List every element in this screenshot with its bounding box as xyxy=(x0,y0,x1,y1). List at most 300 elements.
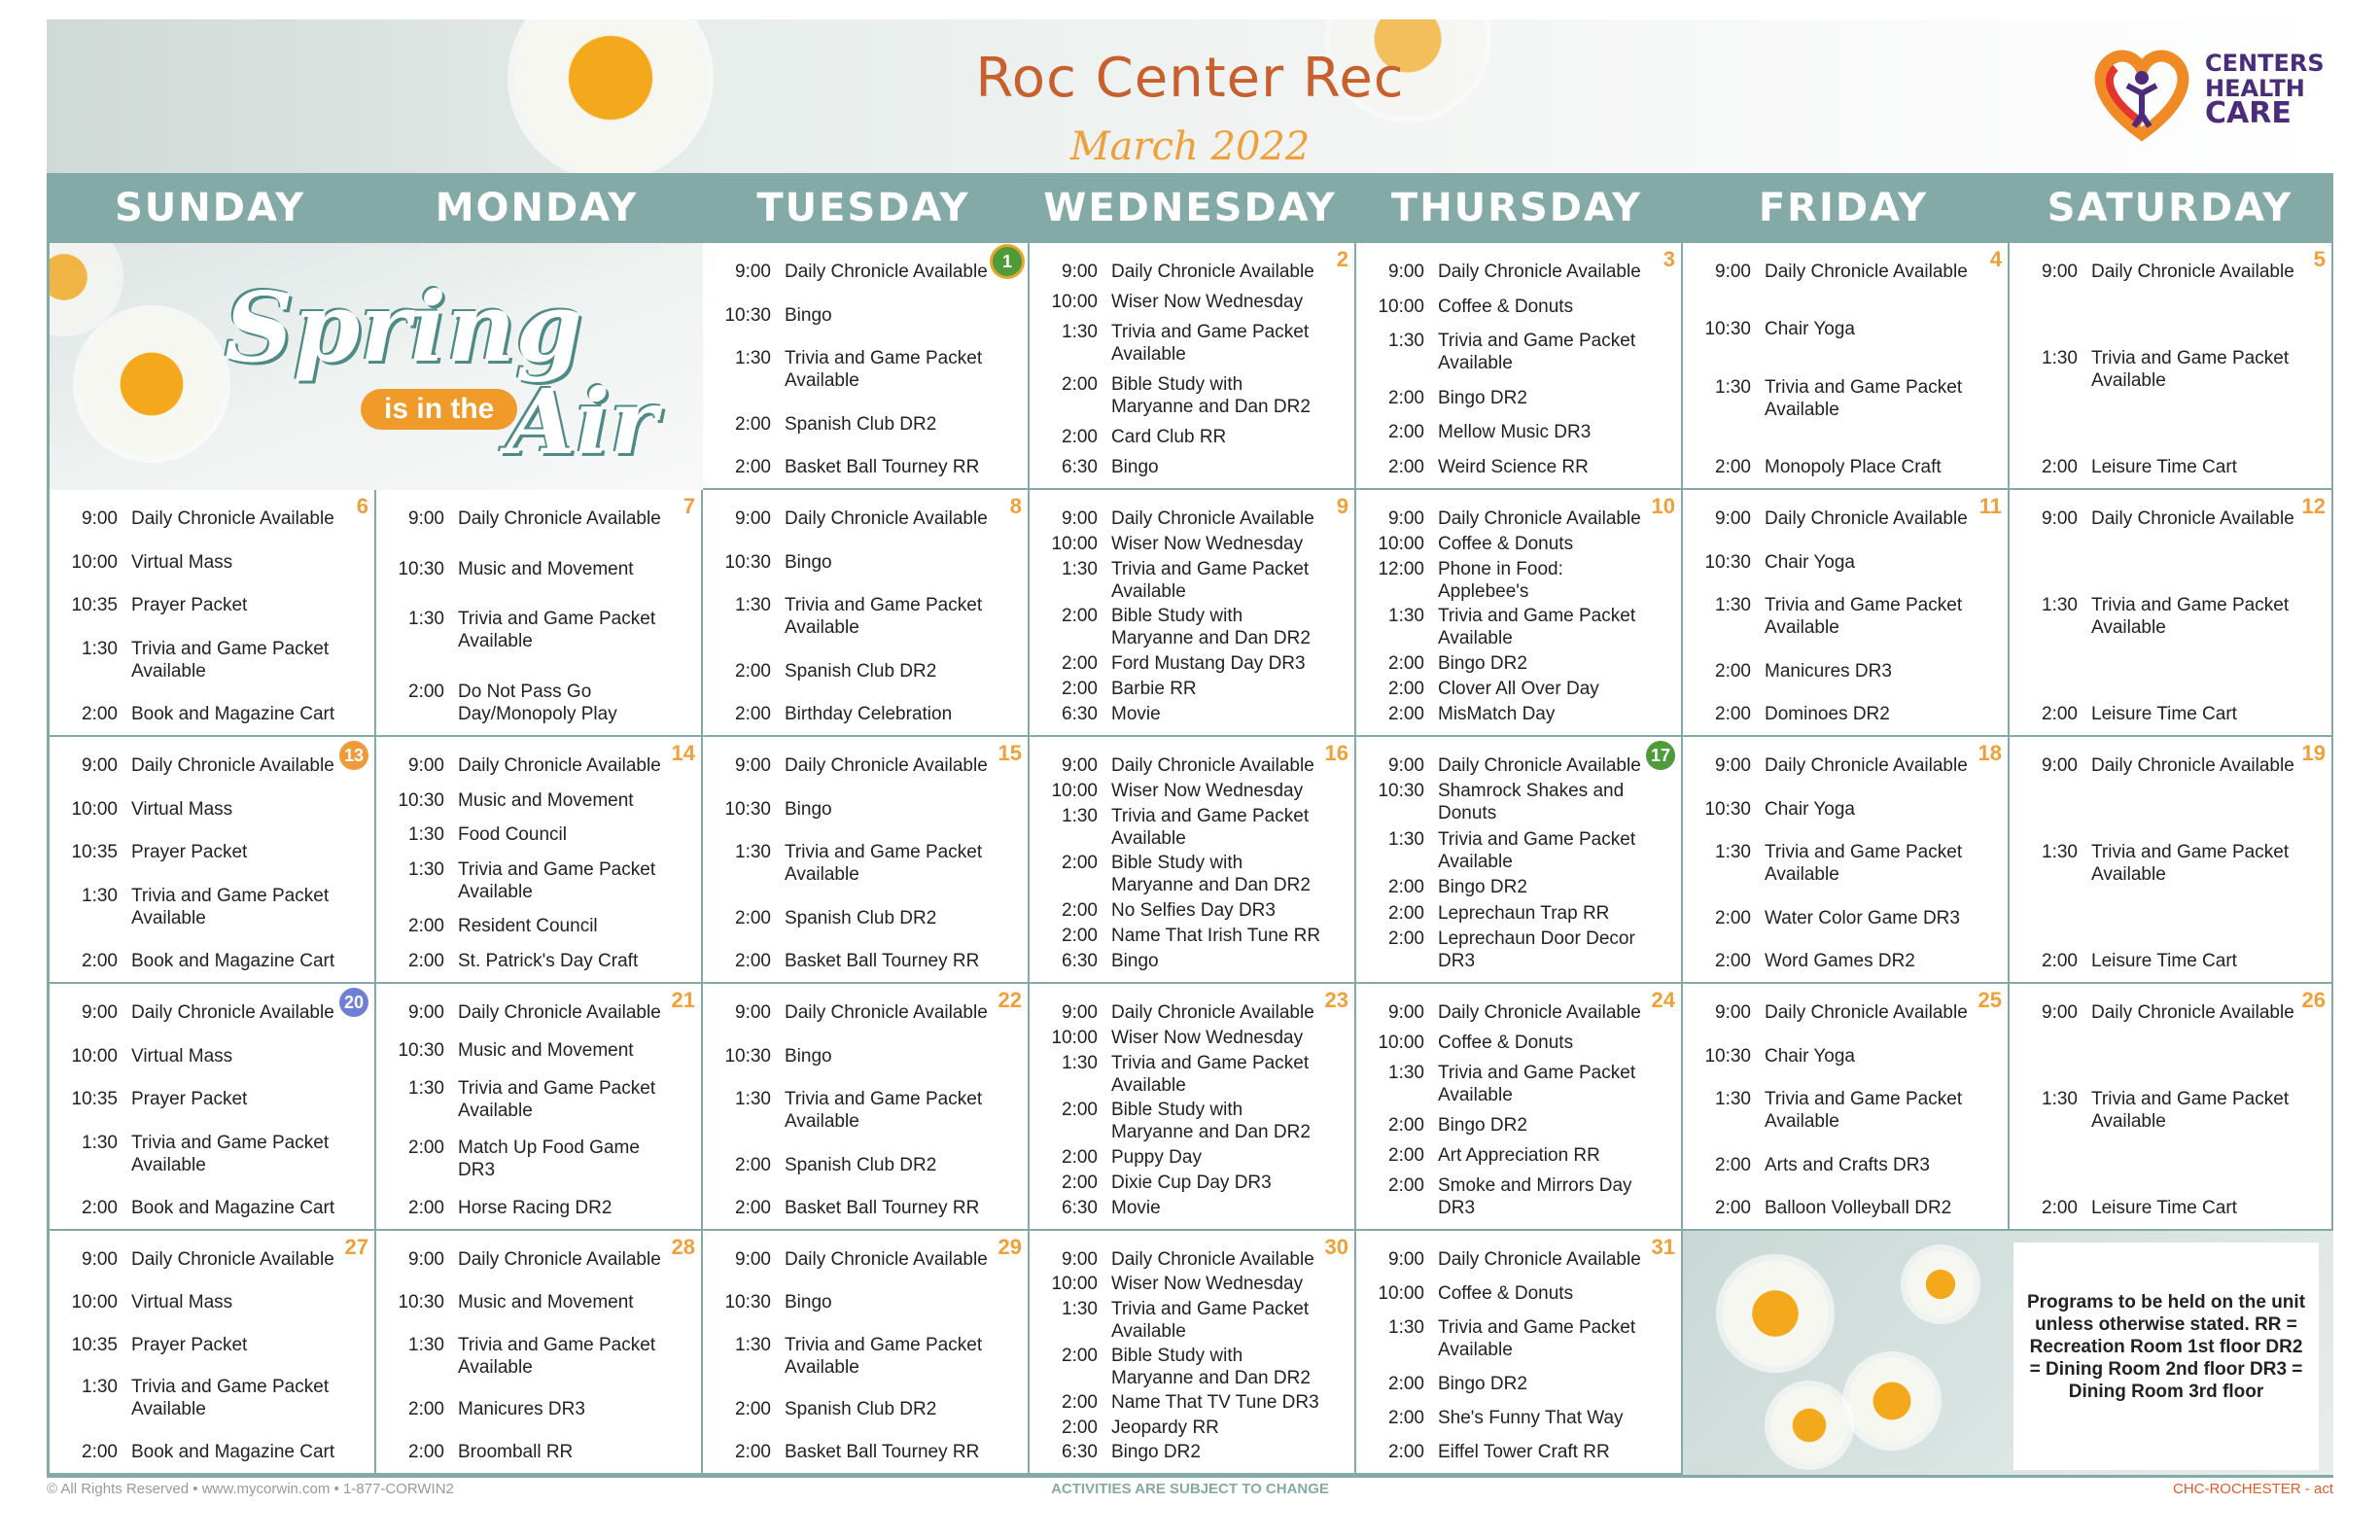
activity-name: Daily Chronicle Available xyxy=(131,755,334,776)
activity-time: 1:30 xyxy=(2042,595,2078,615)
activity-item xyxy=(1364,1282,1648,1305)
activity-time: 2:00 xyxy=(408,916,444,937)
activity-item xyxy=(1364,876,1648,898)
activity-name: Prayer Packet xyxy=(131,842,248,862)
activity-time: 2:00 xyxy=(1388,1374,1424,1394)
activity-name: Basket Ball Tourney RR xyxy=(785,1198,980,1218)
activity-name: Match Up Food Game DR3 xyxy=(458,1138,640,1181)
activity-item xyxy=(384,1001,668,1024)
activity-item xyxy=(1364,421,1648,443)
activity-item xyxy=(1037,373,1321,418)
activity-item xyxy=(1037,1052,1321,1097)
activity-name: Daily Chronicle Available xyxy=(131,1249,334,1270)
day-number: 27 xyxy=(344,1235,368,1259)
activity-time: 9:00 xyxy=(2042,1002,2078,1023)
activity-time: 2:00 xyxy=(735,907,771,928)
activity-time: 1:30 xyxy=(2042,1089,2078,1109)
activity-list xyxy=(1364,261,1648,478)
activity-time: 10:00 xyxy=(71,551,118,573)
activity-time: 2:00 xyxy=(2042,951,2078,971)
day-number: 30 xyxy=(1324,1235,1348,1259)
activity-list xyxy=(1364,754,1648,972)
activity-item xyxy=(1364,780,1648,824)
activity-item xyxy=(1691,318,1975,340)
activity-time: 10:30 xyxy=(1704,551,1751,573)
activity-name: Word Games DR2 xyxy=(1765,951,1915,971)
day-cell xyxy=(2010,490,2333,737)
activity-name: Manicures DR3 xyxy=(1765,660,1892,682)
day-cell xyxy=(376,1231,703,1475)
activity-list xyxy=(1037,508,1321,725)
activity-time: 9:00 xyxy=(82,508,118,529)
activity-name: Trivia and Game Packet Available xyxy=(2091,842,2290,885)
weekday-thursday: THURSDAY xyxy=(1390,186,1643,230)
day-number: 26 xyxy=(2301,988,2326,1012)
activity-time: 1:30 xyxy=(408,824,444,846)
activity-time: 2:00 xyxy=(1062,427,1098,447)
activity-item xyxy=(1037,558,1321,603)
activity-item xyxy=(1037,1146,1321,1169)
activity-item xyxy=(384,1197,668,1219)
activity-item xyxy=(1691,841,1975,886)
activity-item xyxy=(1691,950,1975,972)
activity-time: 2:00 xyxy=(735,413,771,435)
activity-name: Daily Chronicle Available xyxy=(131,508,334,529)
activity-item xyxy=(384,1248,668,1271)
activity-name: Wiser Now Wednesday xyxy=(1111,292,1304,312)
activity-name: Trivia and Game Packet Available xyxy=(785,1334,983,1378)
activity-name: Daily Chronicle Available xyxy=(1765,508,1968,529)
activity-name: She's Funny That Way xyxy=(1438,1408,1624,1428)
activity-name: Daily Chronicle Available xyxy=(785,262,988,282)
activity-item xyxy=(1037,754,1321,777)
activity-time: 9:00 xyxy=(82,1002,118,1023)
activity-list xyxy=(1691,1001,1975,1219)
activity-name: Daily Chronicle Available xyxy=(131,1002,334,1023)
activity-item xyxy=(1364,1248,1648,1271)
activity-item xyxy=(711,1197,995,1219)
activity-name: Prayer Packet xyxy=(131,1334,248,1355)
activity-item xyxy=(1364,1001,1648,1024)
activity-name: Bingo DR2 xyxy=(1111,1441,1201,1462)
activity-item xyxy=(384,508,668,530)
activity-item xyxy=(1037,1391,1321,1414)
activity-list xyxy=(384,1001,668,1219)
activity-item xyxy=(57,703,341,725)
activity-item xyxy=(1364,1062,1648,1106)
activity-item xyxy=(1037,1099,1321,1143)
activity-item xyxy=(711,1154,995,1176)
daisy-decoration xyxy=(1722,1260,1829,1367)
activity-item xyxy=(57,1291,341,1313)
day-number: 28 xyxy=(671,1235,695,1259)
activity-name: Barbie RR xyxy=(1111,679,1197,700)
activity-name: Bible Study with Maryanne and Dan DR2 xyxy=(1111,1100,1311,1143)
activity-name: Eiffel Tower Craft RR xyxy=(1438,1442,1610,1462)
activity-time: 2:00 xyxy=(408,681,444,702)
activity-name: No Selfies Day DR3 xyxy=(1111,900,1276,922)
location-legend: Programs to be held on the unit unless otherwise stated. RR = Recreation Room 1st floor DR2 = Dining Room 2nd floor DR3 = Dining Room 3rd floor xyxy=(2013,1242,2319,1470)
activity-item xyxy=(1364,678,1648,700)
activity-item xyxy=(1364,558,1648,603)
calendar-grid xyxy=(47,243,2333,1478)
activity-item xyxy=(711,508,995,530)
activity-time: 10:00 xyxy=(1051,1027,1098,1048)
activity-item xyxy=(384,1334,668,1379)
day-number: 17 xyxy=(1646,741,1675,770)
day-number: 22 xyxy=(998,988,1022,1012)
activity-name: Bible Study with Maryanne and Dan DR2 xyxy=(1111,853,1311,896)
weekday-tuesday: TUESDAY xyxy=(756,186,970,230)
activity-time: 9:00 xyxy=(2042,508,2078,529)
activity-item xyxy=(1364,330,1648,374)
activity-item xyxy=(711,798,995,821)
activity-time: 10:30 xyxy=(1704,319,1751,340)
day-number: 14 xyxy=(671,741,695,765)
activity-time: 9:00 xyxy=(82,755,118,776)
activity-name: Spanish Club DR2 xyxy=(785,1154,937,1175)
activity-name: Trivia and Game Packet Available xyxy=(1765,1089,1963,1132)
day-number: 18 xyxy=(1978,741,2002,765)
activity-time: 1:30 xyxy=(408,1077,444,1099)
activity-name: Daily Chronicle Available xyxy=(1765,755,1968,776)
activity-time: 1:30 xyxy=(735,1089,771,1109)
activity-time: 1:30 xyxy=(1062,1298,1098,1319)
activity-time: 6:30 xyxy=(1062,1441,1098,1462)
weekday-sunday: SUNDAY xyxy=(114,186,306,230)
activity-time: 9:00 xyxy=(2042,755,2078,776)
activity-time: 2:00 xyxy=(408,1442,444,1462)
activity-name: Trivia and Game Packet Available xyxy=(2091,595,2290,638)
activity-name: Wiser Now Wednesday xyxy=(1111,533,1304,554)
activity-name: Coffee & Donuts xyxy=(1438,296,1574,317)
activity-item xyxy=(1037,1345,1321,1389)
activity-item xyxy=(1364,1373,1648,1395)
activity-name: Arts and Crafts DR3 xyxy=(1765,1154,1930,1175)
activity-name: Trivia and Game Packet Available xyxy=(1765,595,1963,638)
activity-time: 10:35 xyxy=(71,842,118,862)
activity-list xyxy=(1037,1248,1321,1463)
activity-name: Trivia and Game Packet Available xyxy=(785,595,983,638)
activity-time: 1:30 xyxy=(2042,842,2078,862)
activity-name: Bingo DR2 xyxy=(1438,1115,1527,1136)
activity-item xyxy=(1691,508,1975,530)
activity-item xyxy=(384,681,668,725)
activity-name: Daily Chronicle Available xyxy=(1111,262,1314,282)
activity-name: Bingo xyxy=(785,798,832,820)
activity-item xyxy=(1037,1027,1321,1049)
activity-name: Trivia and Game Packet Available xyxy=(131,1132,330,1175)
activity-time: 9:00 xyxy=(408,755,444,776)
activity-name: Bingo DR2 xyxy=(1438,1374,1527,1394)
activity-item xyxy=(1037,508,1321,530)
activity-time: 2:00 xyxy=(1715,704,1751,724)
activity-time: 10:30 xyxy=(398,558,444,579)
activity-item xyxy=(1691,551,1975,574)
footer-notice: ACTIVITIES ARE SUBJECT TO CHANGE xyxy=(1051,1481,1329,1497)
activity-item xyxy=(57,1001,341,1024)
day-cell xyxy=(1683,984,2010,1231)
activity-name: Bible Study with Maryanne and Dan DR2 xyxy=(1111,374,1311,417)
activity-time: 1:30 xyxy=(735,842,771,862)
activity-name: Daily Chronicle Available xyxy=(1111,755,1314,776)
activity-time: 2:00 xyxy=(82,1442,118,1462)
activity-list xyxy=(711,1001,995,1219)
activity-name: Water Color Game DR3 xyxy=(1765,907,1960,928)
calendar-page xyxy=(47,19,2333,1497)
day-number: 7 xyxy=(682,494,695,518)
activity-time: 9:00 xyxy=(1388,508,1424,529)
activity-name: Art Appreciation RR xyxy=(1438,1145,1600,1166)
day-number: 12 xyxy=(2301,494,2326,518)
activity-time: 10:35 xyxy=(71,595,118,615)
activity-item xyxy=(1364,1114,1648,1137)
activity-item xyxy=(1364,754,1648,777)
activity-item xyxy=(1691,1088,1975,1133)
activity-time: 1:30 xyxy=(1715,842,1751,862)
activity-list xyxy=(1691,261,1975,478)
activity-name: Book and Magazine Cart xyxy=(131,704,335,724)
activity-name: Balloon Volleyball DR2 xyxy=(1765,1198,1952,1218)
activity-item xyxy=(384,1077,668,1122)
activity-time: 9:00 xyxy=(408,508,444,529)
day-cell xyxy=(703,243,1030,490)
activity-item xyxy=(1691,456,1975,478)
activity-name: Trivia and Game Packet Available xyxy=(1111,558,1310,602)
day-cell xyxy=(703,1231,1030,1475)
activity-item xyxy=(2017,703,2298,725)
activity-time: 2:00 xyxy=(1388,1115,1424,1136)
activity-time: 2:00 xyxy=(82,951,118,971)
activity-time: 1:30 xyxy=(1062,1052,1098,1073)
activity-item xyxy=(384,789,668,812)
activity-item xyxy=(1364,261,1648,283)
activity-name: Birthday Celebration xyxy=(785,704,953,724)
activity-time: 2:00 xyxy=(82,704,118,724)
activity-list xyxy=(711,261,995,478)
activity-time: 10:30 xyxy=(724,798,771,820)
activity-item xyxy=(1037,1172,1321,1194)
activity-name: Daily Chronicle Available xyxy=(2091,262,2294,282)
activity-item xyxy=(2017,841,2298,886)
activity-list xyxy=(384,508,668,725)
day-number: 3 xyxy=(1662,247,1675,271)
activity-name: Basket Ball Tourney RR xyxy=(785,457,980,477)
activity-item xyxy=(1691,1197,1975,1219)
activity-list xyxy=(1037,754,1321,972)
spring-heading: Spring xyxy=(225,272,582,384)
day-number: 13 xyxy=(339,741,368,770)
activity-name: Bible Study with Maryanne and Dan DR2 xyxy=(1111,1345,1311,1388)
activity-item xyxy=(2017,754,2298,777)
activity-time: 2:00 xyxy=(735,1198,771,1218)
activity-time: 1:30 xyxy=(1388,1317,1424,1338)
activity-list xyxy=(2017,1001,2298,1219)
activity-name: Dominoes DR2 xyxy=(1765,704,1890,724)
activity-name: Daily Chronicle Available xyxy=(1111,1249,1314,1270)
day-number: 5 xyxy=(2313,247,2326,271)
weekday-header-row xyxy=(47,173,2333,243)
activity-time: 2:00 xyxy=(1715,951,1751,971)
activity-time: 2:00 xyxy=(1715,660,1751,682)
activity-time: 10:35 xyxy=(71,1334,118,1355)
activity-item xyxy=(384,1291,668,1313)
activity-item xyxy=(1364,296,1648,318)
activity-name: Trivia and Game Packet Available xyxy=(458,1334,656,1378)
activity-name: Bingo xyxy=(785,551,832,573)
activity-name: Phone in Food: Applebee's xyxy=(1438,558,1563,602)
activity-time: 1:30 xyxy=(82,638,118,659)
activity-time: 10:30 xyxy=(398,1039,444,1061)
activity-time: 9:00 xyxy=(1715,1002,1751,1023)
header-banner xyxy=(47,19,2333,173)
activity-time: 2:00 xyxy=(1062,653,1098,675)
activity-name: Bingo xyxy=(1111,950,1159,971)
activity-item xyxy=(57,551,341,574)
activity-name: Trivia and Game Packet Available xyxy=(2091,1089,2290,1132)
activity-item xyxy=(711,1441,995,1463)
activity-name: Mellow Music DR3 xyxy=(1438,422,1592,443)
activity-item xyxy=(1364,456,1648,478)
activity-item xyxy=(711,304,995,327)
activity-time: 2:00 xyxy=(1062,1417,1098,1438)
activity-name: Bingo xyxy=(1111,457,1159,477)
activity-item xyxy=(711,660,995,682)
activity-time: 10:30 xyxy=(724,304,771,326)
activity-time: 9:00 xyxy=(1062,755,1098,776)
activity-time: 10:00 xyxy=(1051,1274,1098,1295)
day-number: 1 xyxy=(993,247,1022,276)
activity-time: 2:00 xyxy=(408,1138,444,1159)
activity-name: Wiser Now Wednesday xyxy=(1111,780,1304,801)
activity-name: Trivia and Game Packet Available xyxy=(785,348,983,391)
air-heading: Air xyxy=(507,369,657,474)
activity-name: Daily Chronicle Available xyxy=(1765,262,1968,282)
activity-item xyxy=(711,551,995,574)
day-number: 10 xyxy=(1651,494,1675,518)
activity-time: 6:30 xyxy=(1062,703,1098,724)
activity-item xyxy=(2017,261,2298,283)
activity-time: 10:00 xyxy=(1378,296,1424,317)
activity-time: 2:00 xyxy=(735,951,771,971)
month-subtitle: March 2022 xyxy=(1069,124,1311,169)
activity-name: Trivia and Game Packet Available xyxy=(785,842,983,885)
activity-time: 9:00 xyxy=(1388,262,1424,282)
activity-name: Shamrock Shakes and Donuts xyxy=(1438,781,1625,824)
activity-item xyxy=(711,1088,995,1133)
day-number: 8 xyxy=(1009,494,1022,518)
activity-item xyxy=(1037,1248,1321,1271)
activity-time: 2:00 xyxy=(735,704,771,724)
activity-time: 9:00 xyxy=(735,262,771,282)
activity-item xyxy=(57,1088,341,1110)
day-cell xyxy=(1683,243,2010,490)
activity-name: Jeopardy RR xyxy=(1111,1417,1219,1438)
activity-list xyxy=(57,1001,341,1219)
activity-item xyxy=(57,841,341,863)
activity-list xyxy=(1037,1001,1321,1219)
activity-name: Trivia and Game Packet Available xyxy=(1438,606,1636,649)
activity-time: 2:00 xyxy=(2042,704,2078,724)
activity-name: Daily Chronicle Available xyxy=(1111,1002,1314,1023)
activity-name: Virtual Mass xyxy=(131,1045,233,1067)
activity-list xyxy=(2017,261,2298,478)
activity-name: Prayer Packet xyxy=(131,1089,248,1109)
activity-time: 1:30 xyxy=(1388,828,1424,850)
activity-time: 1:30 xyxy=(1062,322,1098,342)
day-number: 11 xyxy=(1978,494,2002,518)
day-cell xyxy=(1683,490,2010,737)
activity-name: Chair Yoga xyxy=(1765,798,1855,820)
activity-time: 10:00 xyxy=(1051,533,1098,554)
day-number: 31 xyxy=(1651,1235,1675,1259)
activity-item xyxy=(384,1398,668,1420)
activity-item xyxy=(57,1132,341,1176)
footer-copyright: © All Rights Reserved • www.mycorwin.com • 1-877-CORWIN2 xyxy=(47,1481,454,1497)
activity-item xyxy=(711,1001,995,1024)
activity-time: 9:00 xyxy=(1062,1249,1098,1270)
activity-item xyxy=(711,1398,995,1420)
activity-item xyxy=(1037,899,1321,922)
activity-name: Daily Chronicle Available xyxy=(1438,755,1641,776)
activity-name: Bingo DR2 xyxy=(1438,877,1527,898)
activity-name: MisMatch Day xyxy=(1438,703,1556,724)
day-number: 15 xyxy=(998,741,1022,765)
activity-list xyxy=(1037,261,1321,478)
activity-name: Basket Ball Tourney RR xyxy=(785,1442,980,1462)
activity-list xyxy=(57,754,341,972)
activity-item xyxy=(57,594,341,616)
activity-item xyxy=(384,558,668,580)
weekday-wednesday: WEDNESDAY xyxy=(1043,186,1337,230)
activity-time: 1:30 xyxy=(1062,558,1098,579)
activity-name: Leisure Time Cart xyxy=(2091,704,2237,724)
activity-time: 1:30 xyxy=(1388,331,1424,352)
activity-item xyxy=(1364,508,1648,530)
activity-name: Daily Chronicle Available xyxy=(1438,262,1641,282)
activity-time: 10:00 xyxy=(71,798,118,820)
activity-name: Movie xyxy=(1111,703,1161,724)
activity-name: Daily Chronicle Available xyxy=(1765,1002,1968,1023)
activity-time: 9:00 xyxy=(2042,262,2078,282)
activity-time: 2:00 xyxy=(1062,1100,1098,1121)
activity-name: Daily Chronicle Available xyxy=(785,1002,988,1023)
activity-time: 6:30 xyxy=(1062,950,1098,971)
activity-name: Daily Chronicle Available xyxy=(1111,508,1314,529)
activity-time: 2:00 xyxy=(1388,679,1424,700)
activity-item xyxy=(711,594,995,639)
activity-name: Trivia and Game Packet Available xyxy=(785,1089,983,1132)
day-cell xyxy=(1030,243,1356,490)
activity-name: Trivia and Game Packet Available xyxy=(1438,1063,1636,1105)
activity-time: 9:00 xyxy=(735,1249,771,1270)
activity-item xyxy=(384,858,668,903)
activity-time: 2:00 xyxy=(735,1442,771,1462)
activity-name: Chair Yoga xyxy=(1765,319,1855,340)
activity-name: Bible Study with Maryanne and Dan DR2 xyxy=(1111,606,1311,649)
activity-time: 2:00 xyxy=(1062,926,1098,947)
activity-name: Coffee & Donuts xyxy=(1438,533,1574,554)
activity-item xyxy=(2017,594,2298,639)
activity-item xyxy=(1364,533,1648,555)
day-cell xyxy=(1030,1231,1356,1475)
activity-name: Chair Yoga xyxy=(1765,1045,1855,1067)
activity-list xyxy=(711,508,995,725)
activity-item xyxy=(1364,902,1648,925)
activity-time: 2:00 xyxy=(735,660,771,682)
activity-item xyxy=(1037,652,1321,675)
activity-item xyxy=(711,703,995,725)
